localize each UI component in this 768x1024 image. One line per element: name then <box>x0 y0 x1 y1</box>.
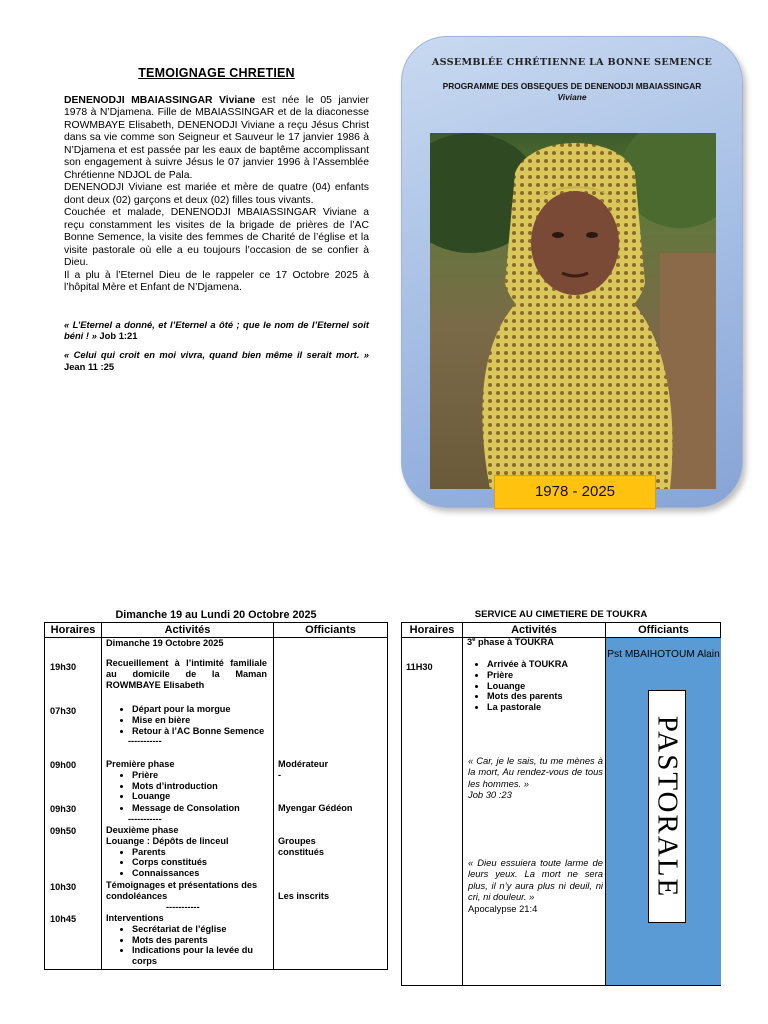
row-activity <box>106 880 269 912</box>
bible-quote-apocalypse <box>468 857 603 914</box>
deceased-name: DENENODJI MBAIASSINGAR Viviane <box>64 95 256 106</box>
list-item: • Connaissances <box>132 868 269 879</box>
list-item: • Mots des parents <box>487 691 602 702</box>
row-time: 07h30 <box>50 706 77 716</box>
bio-text-4: Il a plu à l’Eternel Dieu de le rappeler ce 17 Octobre 2025 à l’hôpital Mère et Enfant de N’Djamena. <box>64 269 369 294</box>
row-officiant: Les inscrits <box>278 891 330 901</box>
column-divider <box>462 623 463 985</box>
column-divider <box>273 623 274 969</box>
column-divider <box>101 623 102 969</box>
program-table-title: Dimanche 19 au Lundi 20 Octobre 2025 <box>115 609 317 621</box>
list-item: • Arrivée à TOUKRA <box>487 659 602 670</box>
program-first-name: Viviane <box>557 91 587 102</box>
list-item: • Indications pour la levée du corps <box>132 945 269 967</box>
date-row: Dimanche 19 Octobre 2025 <box>106 638 224 648</box>
quote-reference: Apocalypse 21:4 <box>468 902 538 914</box>
row-time: 11H30 <box>406 662 433 672</box>
list-item: • Prière <box>132 770 269 781</box>
phase-label: Première phase <box>106 759 175 769</box>
testimony-paragraph <box>64 95 369 182</box>
quote-text: « Celui qui croit en moi vivra, quand bien même il serait mort. » <box>64 349 369 361</box>
separator: ----------- <box>128 736 162 747</box>
bible-quote-job <box>64 319 369 342</box>
phase-label: Interventions <box>106 913 164 923</box>
row-officiant: Myengar Gédéon <box>278 803 353 813</box>
pastorale-label: PASTORALE <box>651 715 684 898</box>
column-divider <box>605 623 606 985</box>
row-activity <box>468 659 602 713</box>
list-item: • Mots des parents <box>132 935 269 946</box>
phase-superscript: e <box>472 637 476 643</box>
list-item: • Corps constitués <box>132 857 269 868</box>
row-activity <box>106 825 269 879</box>
row-activity <box>106 704 269 747</box>
cemetery-officiant: Pst MBAIHOTOUM Alain <box>607 649 720 660</box>
row-activity <box>106 759 269 802</box>
activity-list <box>106 803 269 814</box>
program-heading <box>422 81 722 102</box>
row-activity <box>106 803 269 825</box>
portrait-illustration <box>430 133 716 489</box>
testimony-section <box>64 66 369 372</box>
row-activity: Recueillement à l’intimité familiale au domicile de la Maman ROWMBAYE Elisabeth <box>106 658 267 690</box>
bio-text-2: DENENODJI Viviane est mariée et mère de quatre (04) enfants dont deux (02) garçons et deux (02) filles tous vivants. <box>64 182 369 206</box>
list-item: • Secrétariat de l’église <box>132 924 269 935</box>
phase-sublabel: Louange : Dépôts de linceul <box>106 835 229 846</box>
header-activity: Activités <box>102 623 273 638</box>
bible-quote-jean <box>64 349 369 372</box>
activity-list <box>468 659 602 713</box>
list-item: • Louange <box>487 681 602 692</box>
bio-text-1: est née le 05 janvier 1978 à N’Djamena. Fille de MBAIASSINGAR et de la diaconesse ROWMBAYE Elisabeth, DENENODJI Viviane a reçu Jésus Christ dans sa vie comme son Seigneur et Sauveur le 17 janvier 1986 à N’Djamena et est passée par les eaux de baptême accomplissant son engagement à suivre Jésus le 07 janvier 1996 à l’Assemblée Chrétienne NDJOL de Pala. <box>64 95 369 181</box>
separator: ----------- <box>128 813 162 824</box>
row-time: 09h50 <box>50 826 77 836</box>
row-time: 10h30 <box>50 882 77 892</box>
list-item: • Louange <box>132 791 269 802</box>
quote-reference: Job 30 :23 <box>468 789 512 801</box>
header-time: Horaires <box>45 623 101 638</box>
officiant-text: - <box>278 769 282 780</box>
quote-reference: Jean 11 :25 <box>64 360 115 372</box>
list-item: • Message de Consolation <box>132 803 269 814</box>
quote-reference: Job 1:21 <box>96 330 138 342</box>
row-time: 19h30 <box>50 662 77 672</box>
cemetery-table-title: SERVICE AU CIMETIERE DE TOUKRA <box>474 609 648 620</box>
phase-text: phase à TOUKRA <box>475 637 554 648</box>
program-table <box>44 622 388 970</box>
header-time: Horaires <box>402 623 462 638</box>
portrait-photo <box>430 133 716 489</box>
header-officiant: Officiants <box>274 623 387 638</box>
testimony-title: TEMOIGNAGE CHRETIEN <box>138 66 295 80</box>
program-title: PROGRAMME DES OBSEQUES DE DENENODJI MBAIASSINGAR <box>442 81 702 91</box>
header-activity: Activités <box>463 623 605 638</box>
officiant-column <box>606 638 721 985</box>
row-time: 09h00 <box>50 760 77 770</box>
quote-text: « Dieu essuiera toute larme de leurs yeux. La mort ne sera plus, il n’y aura plus ni deuil, ni cri, ni douleur. » <box>468 857 603 903</box>
separator: ----------- <box>166 901 200 912</box>
pastorale-box <box>648 690 686 923</box>
life-years-badge: 1978 - 2025 <box>494 475 656 509</box>
row-activity <box>106 913 269 967</box>
phase-label <box>467 637 554 648</box>
list-item: • Parents <box>132 847 269 858</box>
activity-text: Témoignages et présentations des condoléances <box>106 880 258 901</box>
activity-list <box>106 847 269 879</box>
activity-list <box>106 704 269 736</box>
row-officiant: Groupes constitués <box>278 836 324 857</box>
cover-card <box>401 36 743 508</box>
activity-list <box>106 770 269 802</box>
quote-text: « Car, je le sais, tu me mènes à la mort, Au rendez-vous de tous les hommes. » <box>468 755 603 789</box>
list-item: • Mise en bière <box>132 715 269 726</box>
list-item: • Prière <box>487 670 602 681</box>
phase-label: Deuxième phase <box>106 825 179 835</box>
quote-text: « L’Eternel a donné, et l’Eternel a ôté ; que le nom de l’Eternel soit béni ! » <box>64 318 369 342</box>
list-item: • Départ pour la morgue <box>132 704 269 715</box>
header-officiant: Officiants <box>606 623 721 638</box>
officiant-text: Modérateur <box>278 759 329 769</box>
cemetery-table <box>401 622 721 986</box>
row-officiant <box>278 759 328 781</box>
bible-quote-job <box>468 755 603 800</box>
list-item: • Mots d’introduction <box>132 781 269 792</box>
phase-number: 3 <box>467 637 473 648</box>
bio-text-3: Couchée et malade, DENENODJI MBAIASSINGAR Viviane a reçu constamment les visites de la brigade de prières de l’AC Bonne Semence, la visite des femmes de Charité de l’église et la visite pastorale où elle a eu toujours l’occasion de se confier à Dieu. <box>64 207 369 269</box>
church-name: ASSEMBLÉE CHRÉTIENNE LA BONNE SEMENCE <box>431 57 713 68</box>
list-item: • Retour à l’AC Bonne Semence <box>132 726 269 737</box>
list-item: • La pastorale <box>487 702 602 713</box>
row-time: 10h45 <box>50 914 77 924</box>
activity-list <box>106 924 269 967</box>
row-time: 09h30 <box>50 804 77 814</box>
